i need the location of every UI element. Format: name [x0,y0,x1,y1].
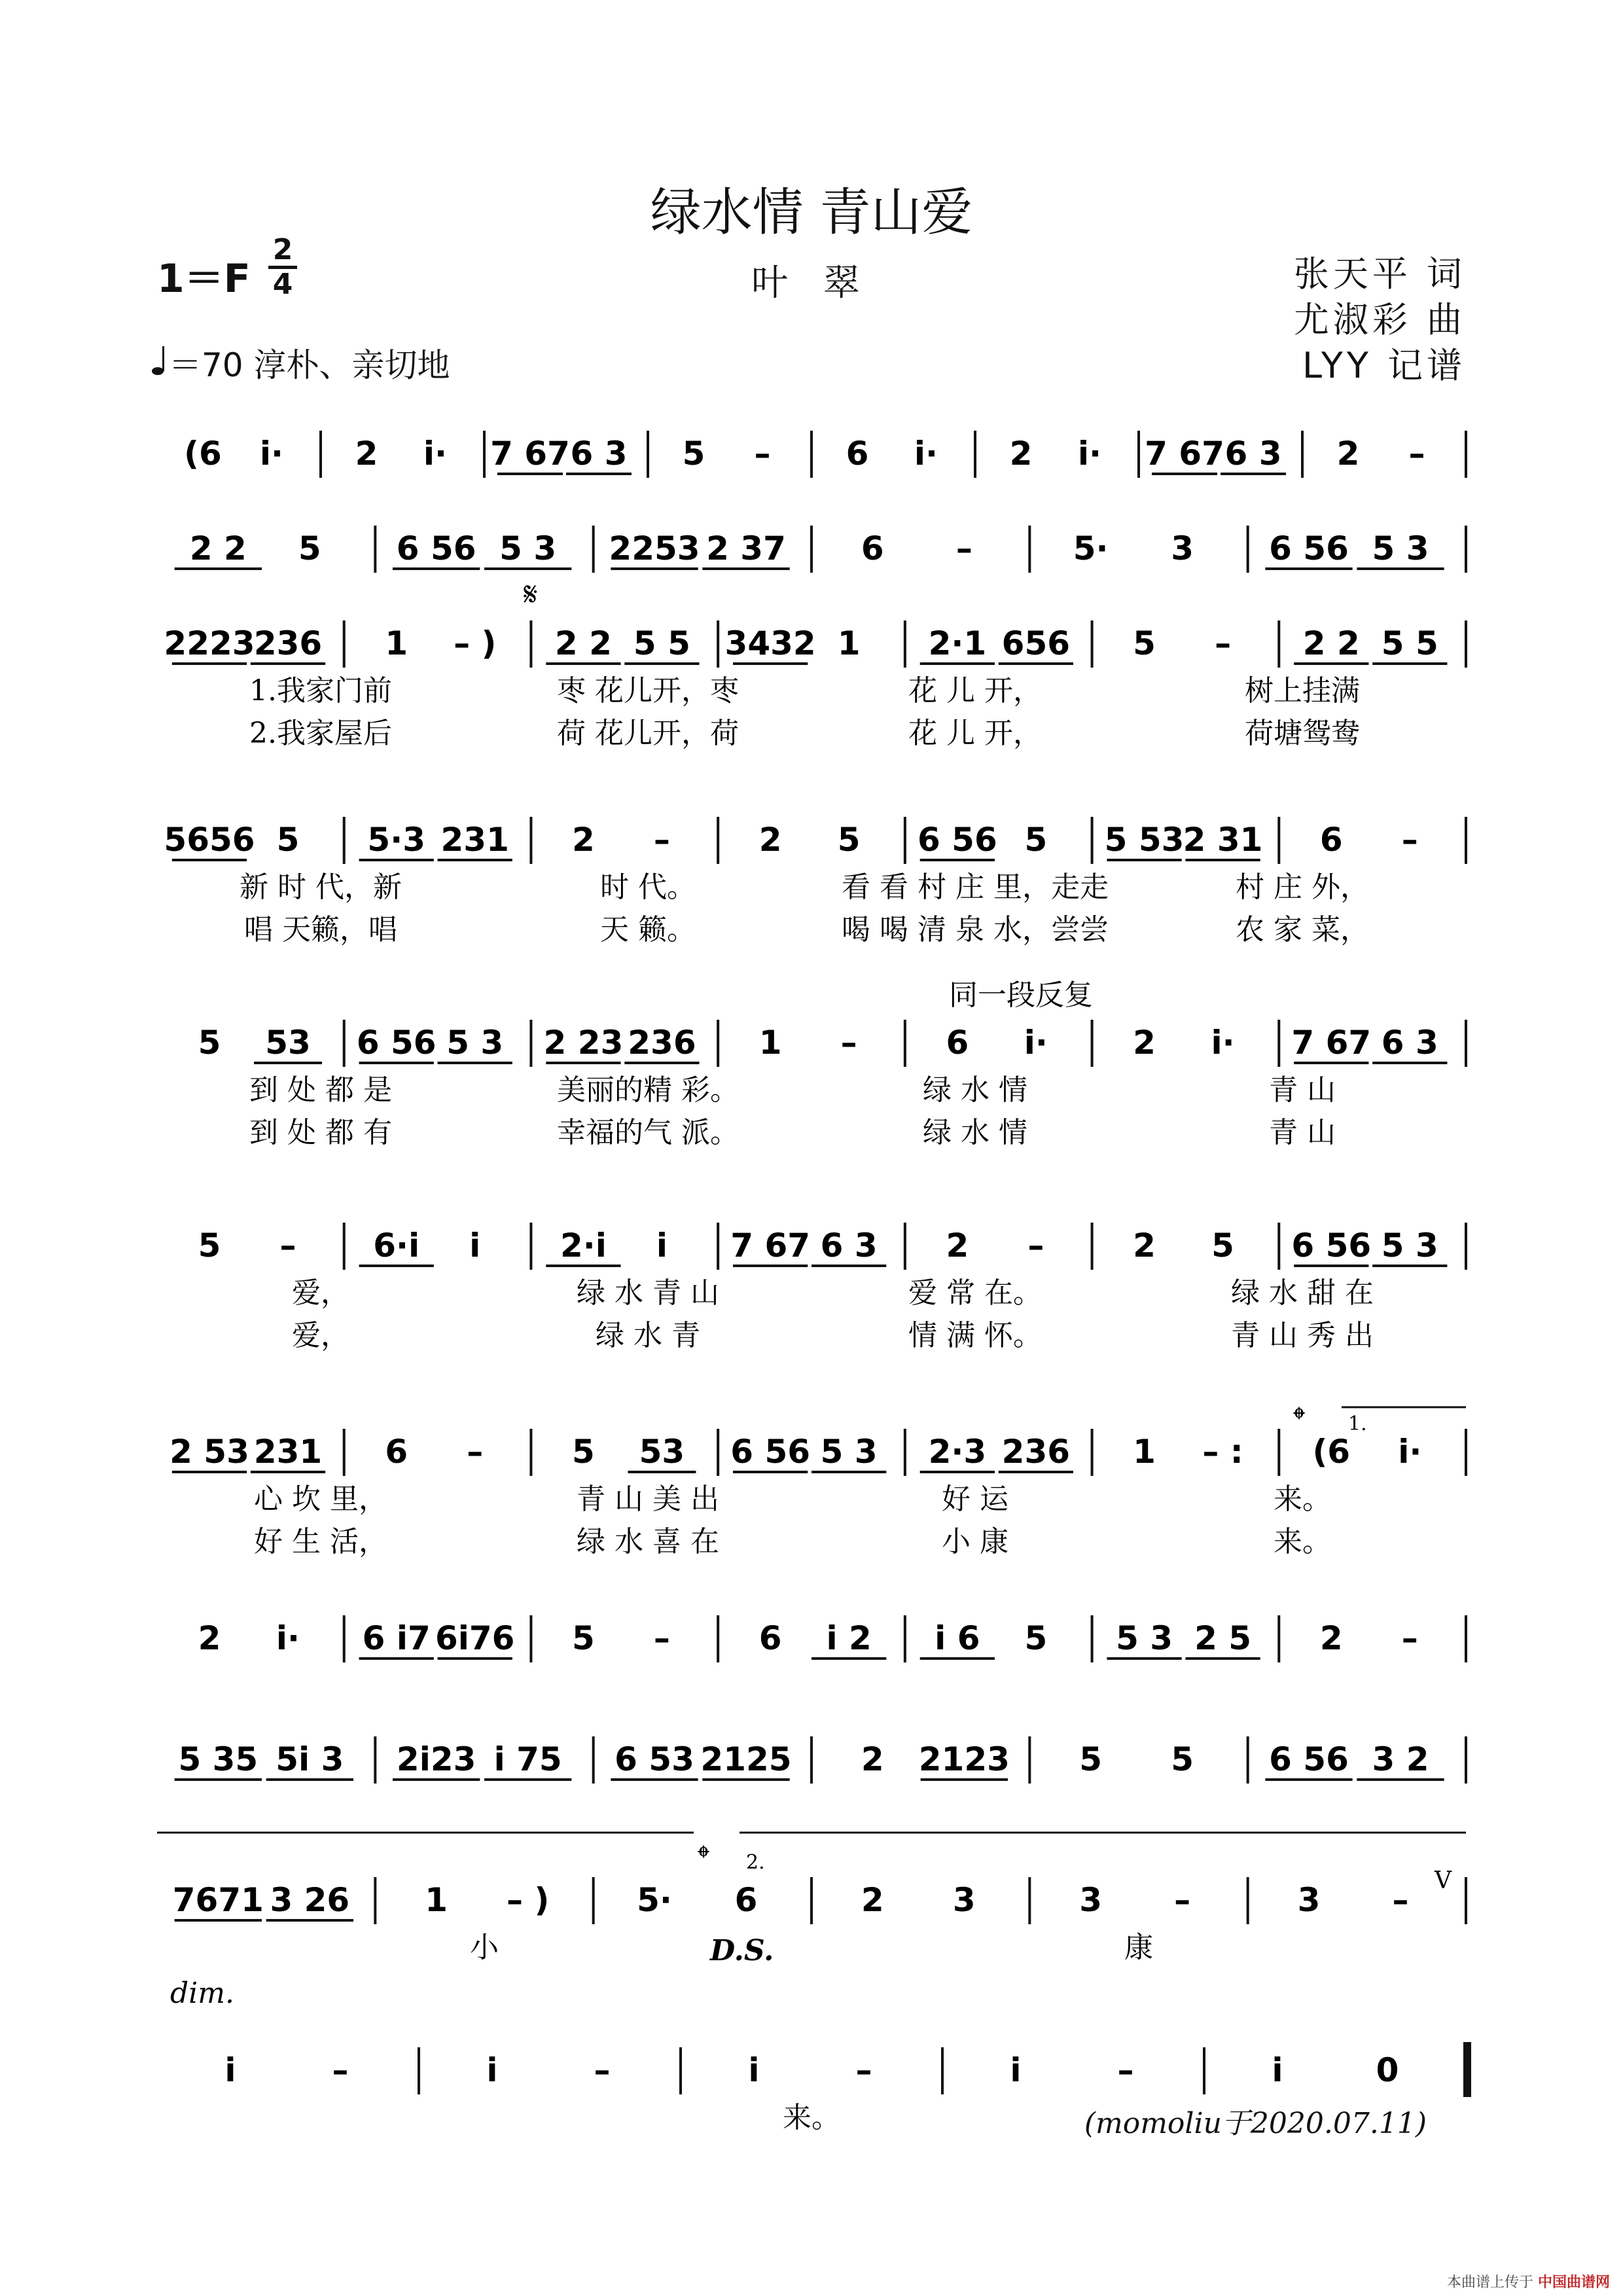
note-group: 7 67 [1145,435,1224,473]
lyric-text: 来。 [1274,1482,1331,1516]
note-group: 2 [861,1881,884,1919]
note-group: 2223 [164,624,255,662]
watermark-logo: 中国曲谱网 [1537,2274,1610,2291]
note-group: 2·3 [928,1433,987,1471]
note-group: 2 31 [1183,821,1263,859]
note-group: 3 [1297,1881,1321,1919]
note-group: 2 2 [189,529,247,567]
note-group: 2 [861,1740,884,1778]
lyric-text: 青 山 秀 出 [1231,1319,1374,1352]
note-group: 1 [385,624,408,662]
note-group: – : [1202,1433,1243,1471]
note-group: 2 2 [554,624,612,662]
song-title: 绿水情 青山爱 [650,183,973,242]
note-group: 5· [637,1881,672,1919]
note-group: i· [259,435,284,473]
segno-mark: 𝄋 [524,575,538,613]
note-group: 6 53 [615,1740,694,1778]
note-group: i [486,2051,498,2089]
lyric-text: 荷 花儿开，荷 [557,717,739,750]
note-group: i 2 [826,1619,872,1657]
note-group: 2i23 [396,1740,476,1778]
note-group: 5i 3 [276,1740,344,1778]
lyric-text: 好 运 [942,1482,1008,1516]
volta-2-label: 2. [746,1851,765,1874]
note-group: 6 56 [396,529,476,567]
note-group: 5 [1211,1227,1234,1265]
note-group: 2123 [918,1740,1010,1778]
note-group: 5 53 [1104,821,1185,859]
lyric-text: 农 家 菜， [1236,913,1369,946]
note-group: 2 5 [1194,1619,1252,1657]
lyric-text: 新 时 代，新 [240,870,402,904]
volta-1-label: 1. [1348,1412,1367,1435]
note-group: – [1174,1881,1191,1919]
lyric-text: 爱， [292,1319,349,1352]
note-group: 2 [198,1619,221,1657]
lyric-text: 绿 水 喜 在 [577,1525,719,1558]
note-group: 5 [1079,1740,1103,1778]
note-group: – [653,821,670,859]
note-group: – [594,2051,611,2089]
lyric-text: 村 庄 外， [1236,870,1369,904]
note-group: i 6 [935,1619,980,1657]
note-group: 3 [1171,529,1194,567]
note-group: 6 [1319,821,1343,859]
note-group: 5 3 [1372,529,1429,567]
note-group: – ) [454,624,497,662]
note-group: i· [1211,1024,1235,1062]
lyric-text: 来。 [783,2101,840,2134]
coda-mark: 𝄌 [1293,1400,1305,1438]
note-group: i [469,1227,481,1265]
note-group: 5 3 [1116,1619,1173,1657]
note-group: – [840,1024,857,1062]
lyric-text: 1.我家门前 [249,674,392,708]
note-group: – [855,2051,872,2089]
note-group: 6 3 [570,435,628,473]
watermark-text: 本曲谱上传于 [1446,2274,1533,2291]
note-group: 5656 [164,821,255,859]
note-group: 6 56 [1291,1227,1372,1265]
repeat-instruction: 同一段反复 [949,978,1093,1012]
note-group: 2·i [560,1227,607,1265]
note-group: 5 [1024,821,1048,859]
note-group: 236 [1001,1433,1071,1471]
time-signature-top: 2 [272,233,293,266]
note-group: (6 [184,435,222,473]
note-group: 2 [946,1227,969,1265]
note-group: 5 [682,435,705,473]
note-group: 5 [198,1227,221,1265]
note-group: 5 [298,529,321,567]
lyric-text: 情 满 怀。 [908,1319,1042,1352]
note-group: 6 i7 [362,1619,431,1657]
diminuendo-mark: dim. [170,1977,234,2010]
note-group: 2 [1319,1619,1343,1657]
lyric-text: 2.我家屋后 [249,717,392,750]
note-group: i [224,2051,236,2089]
lyric-text: 花 儿 开， [908,717,1042,750]
note-group: 2125 [700,1740,792,1778]
note-group: 5 [837,821,861,859]
note-group: 53 [265,1024,311,1062]
note-group: 6 [946,1024,969,1062]
note-group: 5 3 [820,1433,878,1471]
lyric-text: 小 [470,1931,499,1964]
time-signature-bottom: 4 [272,268,293,301]
breath-mark: V [1435,1867,1452,1894]
note-group: 2 [1336,435,1360,473]
note-group: 6i76 [435,1619,515,1657]
lyric-text: 枣 花儿开，枣 [557,674,739,708]
note-group: – [1401,821,1418,859]
dal-segno-mark: D.S. [710,1934,774,1967]
note-group: 5 5 [1381,624,1438,662]
note-group: 5 3 [499,529,557,567]
note-group: 6 [385,1433,408,1471]
note-group: i 75 [493,1740,562,1778]
note-group: – [1027,1227,1044,1265]
lyric-text: 康 [1124,1931,1153,1964]
lyric-text: 树上挂满 [1245,674,1360,708]
note-group: i· [1398,1433,1422,1471]
note-group: 6 [758,1619,782,1657]
lyric-text: 青 山 [1269,1073,1336,1107]
watermark [1447,2271,1610,2291]
note-group: – [467,1433,484,1471]
note-group: i [1010,2051,1022,2089]
note-group: – [1117,2051,1134,2089]
note-group: 6 3 [1381,1024,1438,1062]
note-group: i [656,1227,668,1265]
lyric-text: 绿 水 甜 在 [1231,1276,1374,1310]
lyric-text: 天 籁。 [600,913,696,946]
note-group: 2 [1133,1024,1156,1062]
note-group: 2 [758,821,782,859]
note-group: 2 2 [1302,624,1360,662]
note-group: 3 [1079,1881,1103,1919]
note-group: 6 [861,529,884,567]
lyric-text: 绿 水 情 [923,1073,1027,1107]
lyric-text: 花 儿 开， [908,674,1042,708]
note-group: 1 [837,624,861,662]
note-group: 7671 [172,1881,264,1919]
note-group: 6 56 [1269,529,1349,567]
lyric-text: 青 山 [1269,1116,1336,1149]
note-group: 5 [1024,1619,1048,1657]
note-group: 6 56 [1269,1740,1349,1778]
note-group: 7 67 [1291,1024,1372,1062]
lyric-text: 唱 天籁，唱 [244,913,397,946]
note-group: 5 5 [633,624,690,662]
note-group: 3432 [724,624,816,662]
note-group: i [748,2051,760,2089]
note-group: 7 67 [730,1227,811,1265]
note-group: (6 [1312,1433,1351,1471]
composer-credit: 尤淑彩 曲 [1293,299,1466,340]
note-group: 6·i [373,1227,420,1265]
note-group: i· [914,435,938,473]
note-group: i· [1024,1024,1048,1062]
lyric-text: 到 处 都 有 [249,1116,392,1149]
note-group: 236 [628,1024,696,1062]
lyric-text: 小 康 [942,1525,1008,1558]
lyric-text: 绿 水 情 [923,1116,1027,1149]
note-group: i· [423,435,448,473]
tempo-text: ＝70 淳朴、亲切地 [169,346,450,384]
note-group: 6 56 [356,1024,437,1062]
lyric-text: 喝 喝 清 泉 水，尝尝 [842,913,1109,946]
note-group: 3 [952,1881,976,1919]
note-group: – [955,529,972,567]
coda-mark: 𝄌 [698,1839,709,1876]
note-group: 1 [1133,1433,1156,1471]
note-group: 231 [440,821,509,859]
note-group: 5 [572,1433,595,1471]
note-group: 6 56 [917,821,997,859]
note-group: 5 35 [178,1740,259,1778]
note-group: 5 [1171,1740,1194,1778]
lyric-text: 好 生 活， [254,1525,387,1558]
note-group: i· [1077,435,1102,473]
note-group: 6 56 [730,1433,811,1471]
note-group: 2·1 [928,624,987,662]
note-group: 2 [1133,1227,1156,1265]
final-barline [1463,2042,1471,2097]
lyric-text: 爱 常 在。 [908,1276,1042,1310]
note-group: 6 3 [820,1227,878,1265]
lyric-text: 幸福的气 派。 [557,1116,739,1149]
note-group: 6 3 [1224,435,1282,473]
note-group: 2 [355,435,378,473]
note-group: 5·3 [367,821,426,859]
note-group: 7 67 [490,435,570,473]
note-group: 6 [846,435,869,473]
lyric-text: 时 代。 [600,870,696,904]
note-group: – [279,1227,296,1265]
lyric-text: 看 看 村 庄 里，走走 [842,870,1109,904]
note-group: 2 37 [706,529,786,567]
note-group: 656 [1001,624,1071,662]
note-group: – [1408,435,1425,473]
note-group: 2 23 [543,1024,624,1062]
note-group: 6 [734,1881,758,1919]
note-group: 5 [572,1619,595,1657]
note-group: 5 3 [1381,1227,1438,1265]
note-group: 5 3 [446,1024,504,1062]
note-group: 53 [639,1433,685,1471]
key-signature: 1＝F [157,256,251,302]
singer: 叶 翠 [751,262,872,304]
note-group: – [332,2051,349,2089]
lyric-text: 美丽的精 彩。 [557,1073,739,1107]
note-group: 2 [572,821,595,859]
lyric-text: 绿 水 青 山 [577,1276,719,1310]
note-group: 2 53 [169,1433,249,1471]
note-group: 3 26 [270,1881,350,1919]
note-group: 2253 [609,529,700,567]
note-group: – [754,435,771,473]
note-group: i· [276,1619,300,1657]
note-group: i [1272,2051,1283,2089]
note-group: 1 [425,1881,448,1919]
lyric-text: 心 坎 里， [254,1482,387,1516]
lyric-text: 绿 水 青 [596,1319,700,1352]
lyric-text: 青 山 美 出 [577,1482,719,1516]
note-group: – [1215,624,1232,662]
note-group: – ) [507,1881,550,1919]
note-group: 5 [198,1024,221,1062]
note-group: 5 [1133,624,1156,662]
lyricist-credit: 张天平 词 [1293,253,1466,295]
note-group: 2 [1009,435,1033,473]
note-group: 3 2 [1372,1740,1429,1778]
note-group: – [653,1619,670,1657]
lyric-text: 到 处 都 是 [249,1073,392,1107]
note-group: 236 [253,624,323,662]
lyric-text: 来。 [1274,1525,1331,1558]
note-group: 231 [253,1433,323,1471]
lyric-text: 荷塘鸳鸯 [1245,717,1360,750]
note-group: 1 [758,1024,782,1062]
note-group: – [1401,1619,1418,1657]
note-group: 0 [1376,2051,1399,2089]
note-group: 5 [276,821,300,859]
transcriber-credit: LYY 记谱 [1302,345,1466,386]
note-group: – [1392,1881,1409,1919]
note-group: 5· [1073,529,1109,567]
lyric-text: 爱， [292,1276,349,1310]
transcription-note: (momoliu于2020.07.11) [1084,2107,1427,2140]
